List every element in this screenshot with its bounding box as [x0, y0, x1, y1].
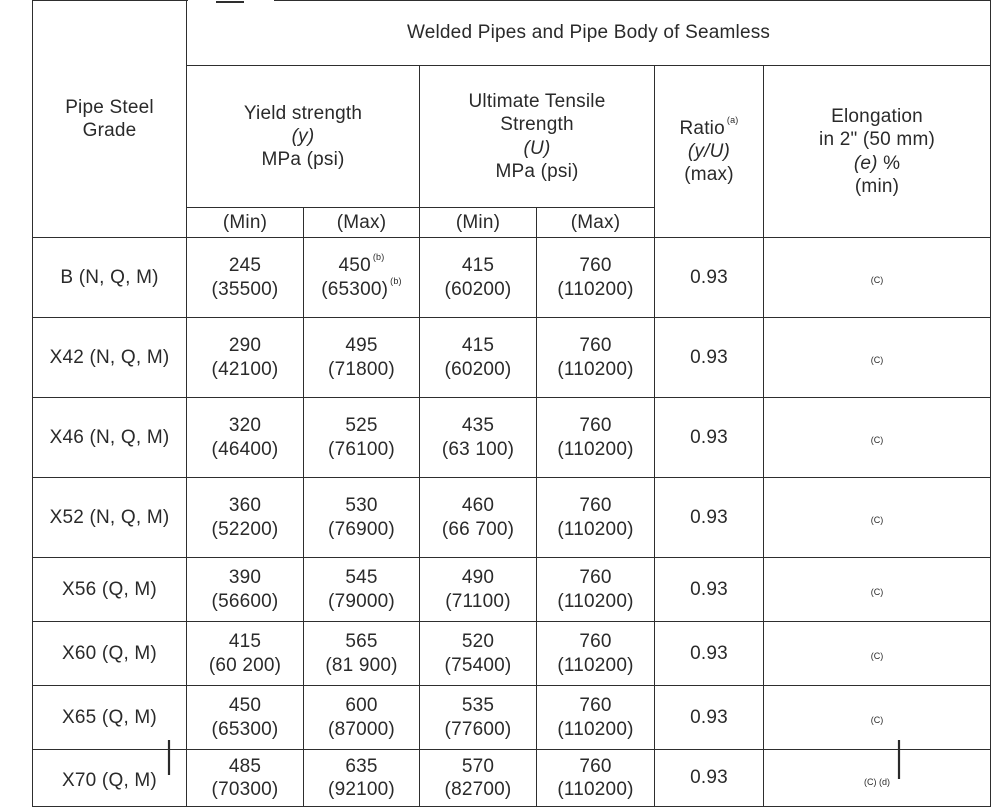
cell-tensile-max [537, 478, 655, 558]
value-mpa: 415 [461, 255, 495, 277]
value-psi: (87000) [328, 718, 395, 740]
value-mpa: 535 [461, 695, 495, 717]
cell-ratio: 0.93 [655, 558, 764, 622]
value-mpa: 600 [345, 695, 378, 717]
header-yield-line-1: Yield strength [243, 102, 363, 124]
value-mpa: 545 [345, 567, 378, 589]
value-psi: (110200) [557, 779, 634, 800]
cell-ratio: 0.93 [655, 478, 764, 558]
spec-table-region [32, 0, 990, 800]
header-yield-strength [187, 66, 420, 208]
value-psi: (110200) [557, 438, 634, 460]
header-elongation-symbol: (e) [853, 152, 878, 174]
cell-tensile-min [420, 238, 537, 318]
value-mpa: 635 [345, 755, 378, 777]
cell-tensile-min [420, 558, 537, 622]
footnote-marker: (C) [870, 714, 884, 725]
cell-tensile-max [537, 750, 655, 807]
footnote-marker: (C) [870, 514, 884, 525]
cell-tensile-max [537, 238, 655, 318]
pipe-steel-grade-table [32, 0, 991, 807]
cell-yield-max [304, 750, 420, 807]
header-ratio [655, 66, 764, 238]
header-tensile-line-1: Ultimate Tensile [468, 91, 606, 113]
table-row [33, 318, 991, 398]
cell-elongation [764, 686, 991, 750]
header-ratio-footnote: (a) [726, 114, 739, 125]
cell-grade: X65 (Q, M) [33, 686, 187, 750]
cell-elongation [764, 750, 991, 807]
value-mpa: 530 [345, 495, 378, 517]
value-mpa: 450 [228, 695, 262, 717]
footnote-marker: (C) [870, 434, 884, 445]
cell-yield-min [187, 318, 304, 398]
footnote-marker: (C) [870, 586, 884, 597]
cell-yield-max [304, 318, 420, 398]
header-tensile-unit: MPa (psi) [495, 160, 579, 182]
table-row [33, 398, 991, 478]
table-row [33, 750, 991, 807]
value-mpa: 520 [461, 631, 495, 653]
footnote-marker: (C) [870, 650, 884, 661]
value-psi: (110200) [557, 590, 634, 612]
value-psi: (92100) [328, 779, 395, 800]
cell-elongation [764, 398, 991, 478]
cell-elongation [764, 622, 991, 686]
value-psi: (75400) [444, 654, 512, 676]
value-mpa: 450 [338, 255, 371, 277]
value-psi: (77600) [444, 718, 512, 740]
table-row [33, 478, 991, 558]
header-ratio-label: Ratio [679, 117, 725, 139]
value-mpa: 415 [461, 335, 495, 357]
cell-elongation [764, 558, 991, 622]
value-psi: (42100) [211, 358, 279, 380]
cell-yield-max [304, 398, 420, 478]
value-mpa: 570 [461, 755, 495, 777]
value-mpa: 360 [228, 495, 262, 517]
table-row [33, 558, 991, 622]
cell-yield-min [187, 686, 304, 750]
cell-yield-min [187, 478, 304, 558]
value-psi: (110200) [557, 518, 634, 540]
header-ratio-symbol: (y/U) [687, 140, 731, 162]
cell-yield-max [304, 686, 420, 750]
cell-yield-min [187, 750, 304, 807]
cell-tensile-min [420, 622, 537, 686]
cell-grade: X46 (N, Q, M) [33, 398, 187, 478]
cell-ratio: 0.93 [655, 622, 764, 686]
table-row [33, 622, 991, 686]
header-elongation-line-2: in 2" (50 mm) [819, 129, 936, 151]
cell-tensile-max [537, 318, 655, 398]
cell-grade: X70 (Q, M) [33, 750, 187, 807]
value-psi: (71800) [328, 358, 395, 380]
footnote-marker: (b) [390, 275, 402, 286]
value-psi: (82700) [444, 779, 512, 800]
header-tensile-line-2: Strength [500, 114, 574, 136]
cell-grade: X56 (Q, M) [33, 558, 187, 622]
cell-yield-max [304, 478, 420, 558]
header-banner: Welded Pipes and Pipe Body of Seamless [187, 1, 991, 66]
footnote-marker: (b) [372, 252, 385, 263]
cell-yield-min [187, 558, 304, 622]
cell-grade: B (N, Q, M) [33, 238, 187, 318]
cell-grade: X52 (N, Q, M) [33, 478, 187, 558]
value-psi: (76100) [328, 438, 395, 460]
value-psi: (52200) [211, 518, 279, 540]
value-mpa: 760 [579, 695, 612, 717]
value-psi: (66 700) [441, 518, 515, 540]
cell-elongation [764, 318, 991, 398]
cell-tensile-max [537, 398, 655, 478]
value-psi: (110200) [557, 358, 634, 380]
header-ultimate-tensile-strength [420, 66, 655, 208]
value-mpa: 495 [345, 335, 378, 357]
value-psi: (110200) [557, 654, 634, 676]
value-mpa: 435 [461, 415, 495, 437]
cell-ratio: 0.93 [655, 318, 764, 398]
cell-yield-min [187, 622, 304, 686]
cell-tensile-min [420, 478, 537, 558]
value-psi: (70300) [211, 779, 279, 800]
cell-tensile-min [420, 318, 537, 398]
value-mpa: 760 [579, 335, 612, 357]
cell-yield-min [187, 398, 304, 478]
cell-yield-max [304, 238, 420, 318]
cell-tensile-max [537, 622, 655, 686]
value-psi: (65300) [211, 718, 279, 740]
value-psi: (60200) [444, 278, 512, 300]
value-psi: (79000) [328, 590, 395, 612]
table-row [33, 686, 991, 750]
value-mpa: 390 [228, 567, 262, 589]
header-grade-line-1: Pipe Steel [65, 96, 154, 118]
value-mpa: 290 [228, 335, 262, 357]
cell-tensile-max [537, 558, 655, 622]
subheader-yield-max: (Max) [304, 208, 420, 238]
header-ratio-qualifier: (max) [684, 164, 734, 186]
cell-tensile-max [537, 686, 655, 750]
value-psi: (63 100) [441, 438, 515, 460]
header-elongation-line-1: Elongation [831, 106, 923, 128]
value-psi: (35500) [211, 278, 279, 300]
footnote-marker: (C) (d) [864, 776, 891, 787]
value-psi: (81 900) [325, 654, 398, 676]
header-yield-symbol: (y) [291, 125, 315, 147]
value-psi: (46400) [211, 438, 279, 460]
value-psi: (65300) [321, 278, 389, 300]
cell-ratio: 0.93 [655, 686, 764, 750]
cell-ratio: 0.93 [655, 750, 764, 807]
cell-tensile-min [420, 750, 537, 807]
value-psi: (76900) [328, 518, 395, 540]
value-psi: (110200) [557, 278, 634, 300]
header-tensile-symbol: (U) [523, 137, 551, 159]
value-mpa: 760 [579, 567, 612, 589]
value-mpa: 565 [345, 631, 378, 653]
value-mpa: 760 [579, 755, 612, 777]
cell-tensile-min [420, 686, 537, 750]
value-psi: (60200) [444, 358, 512, 380]
header-grade-line-2: Grade [82, 120, 137, 141]
cell-grade: X42 (N, Q, M) [33, 318, 187, 398]
value-mpa: 415 [228, 631, 262, 653]
cell-ratio: 0.93 [655, 238, 764, 318]
value-mpa: 525 [345, 415, 378, 437]
value-psi: (110200) [557, 718, 634, 740]
footnote-marker: (C) [870, 354, 884, 365]
cell-yield-max [304, 558, 420, 622]
value-mpa: 490 [461, 567, 495, 589]
cell-elongation [764, 478, 991, 558]
header-elongation [764, 66, 991, 238]
header-elongation-qualifier: (min) [854, 175, 900, 197]
value-mpa: 760 [579, 415, 612, 437]
value-mpa: 460 [461, 495, 495, 517]
subheader-tensile-max: (Max) [537, 208, 655, 238]
header-pipe-steel-grade [33, 1, 187, 238]
cell-tensile-min [420, 398, 537, 478]
subheader-yield-min: (Min) [187, 208, 304, 238]
value-mpa: 760 [579, 495, 612, 517]
value-psi: (71100) [445, 590, 511, 612]
cell-elongation [764, 238, 991, 318]
cell-yield-min [187, 238, 304, 318]
header-yield-unit: MPa (psi) [261, 149, 345, 171]
value-mpa: 320 [228, 415, 262, 437]
table-row [33, 238, 991, 318]
footnote-marker: (C) [870, 274, 884, 285]
value-mpa: 760 [579, 631, 612, 653]
value-mpa: 485 [228, 755, 262, 777]
header-elongation-percent: % [883, 152, 901, 174]
value-mpa: 245 [228, 255, 262, 277]
value-psi: (56600) [211, 590, 279, 612]
cell-ratio: 0.93 [655, 398, 764, 478]
subheader-tensile-min: (Min) [420, 208, 537, 238]
value-psi: (60 200) [208, 654, 282, 676]
value-mpa: 760 [579, 255, 612, 277]
cell-grade: X60 (Q, M) [33, 622, 187, 686]
cell-yield-max [304, 622, 420, 686]
